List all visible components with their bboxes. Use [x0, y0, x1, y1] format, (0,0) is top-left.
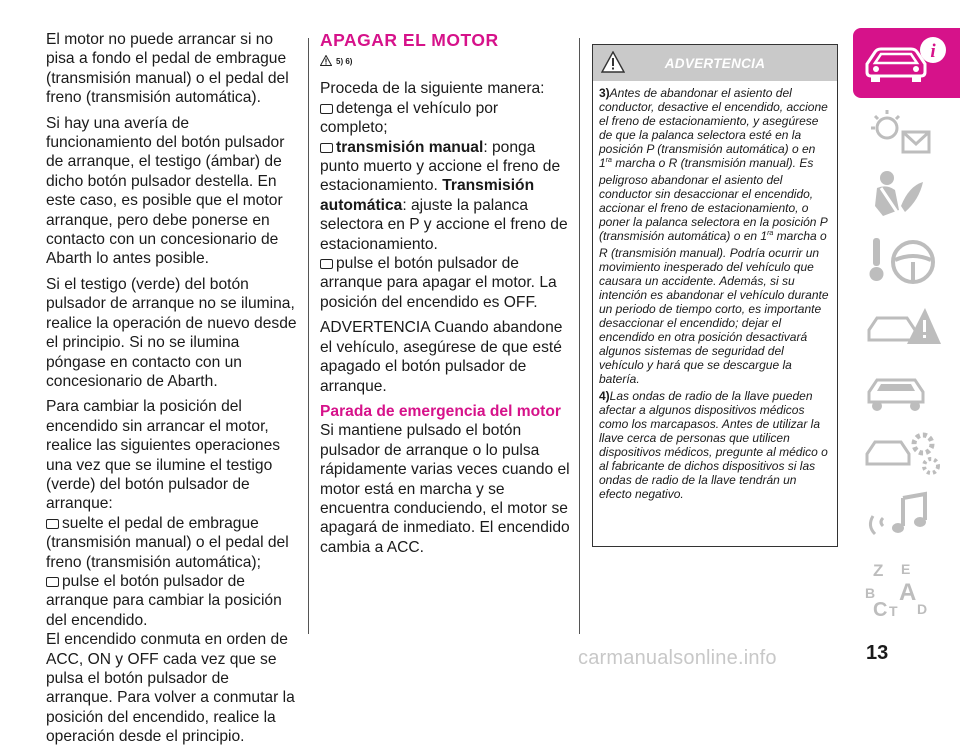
chapter-tab-active[interactable] [853, 28, 960, 98]
chapter-tab[interactable] [853, 230, 953, 292]
list-item [320, 99, 570, 138]
bullet-icon [46, 577, 59, 587]
chapter-tab[interactable] [853, 486, 953, 548]
multimedia-icon [853, 486, 953, 548]
list-item [320, 138, 570, 254]
list-item-text: : ponga punto muerto y accione el freno de estacionamiento. [320, 138, 561, 195]
paragraph: El encendido conmuta en orden de ACC, ON y OFF cada vez que se pulsa el botón pulsador de arranque. Para volver a conmutar la posición del encendido, realice la operación desde el principio. [46, 631, 295, 746]
reference-marks [320, 52, 570, 73]
seat-safety-icon [853, 166, 953, 228]
column-divider [579, 38, 580, 634]
middle-column [320, 30, 570, 563]
index-letter: E [901, 561, 911, 577]
car-emergency-icon [853, 294, 953, 356]
warning-triangle-icon [320, 55, 332, 66]
list-item-text: : ajuste la palanca selectora en P y accione el freno de estacionamiento. [320, 196, 568, 253]
index-letter: T [889, 603, 898, 619]
left-column [46, 30, 298, 753]
index-letter: C [873, 599, 888, 621]
paragraph: Para cambiar la posición del encendido sin arrancar el motor, realice las siguientes operaciones una vez que se ilumine el testigo (verde) del botón pulsador de arranque: [46, 398, 281, 513]
paragraph: Si el testigo (verde) del botón pulsador de arranque no se ilumina, realice la operación de nuevo desde el principio. Si no se ilumina póngase en contacto con un concesionario de Abarth. [46, 275, 297, 390]
paragraph: Si hay una avería de funcionamiento del botón pulsador de arranque, el testigo (ámbar) de dicho botón pulsador destella. En este caso, es posible que el motor arranque, pero debe ponerse en contacto con un concesionario de Abarth lo antes posible. [46, 114, 285, 268]
list-item-text: pulse el botón pulsador de arranque para cambiar la posición del encendido. [46, 572, 282, 629]
warning-text: Antes de abandonar el asiento del conductor, desactive el encendido, accione el freno de estacionamiento, y asegúrese de que la palanca selectora esté en la posición P (transmisión automática) o en 1 [599, 86, 828, 170]
key-steering-icon [853, 230, 953, 292]
bullet-icon [320, 104, 333, 114]
warning-item [599, 86, 831, 386]
column-divider [308, 38, 309, 634]
superscript: ra [605, 157, 612, 164]
section-heading-text: APAGAR EL MOTOR [320, 30, 499, 50]
list-item-text: pulse el botón pulsador de arranque para apagar el motor. La posición del encendido es OFF. [320, 255, 557, 311]
chapter-tab[interactable] [853, 102, 953, 164]
warning-title: ADVERTENCIA [664, 56, 766, 71]
index-letter: A [899, 579, 917, 606]
list-item [46, 514, 298, 572]
paragraph: Si mantiene pulsado el botón pulsador de arranque o lo pulsa rápidamente varias veces cuando el motor está en marcha y se encuentra conduciendo, el motor se apagará de inmediato. El encendido cambia a ACC. [320, 422, 570, 556]
paragraph: Proceda de la siguiente manera: [320, 80, 545, 98]
paragraph: ADVERTENCIA Cuando abandone el vehículo, asegúrese de que esté apagado el botón pulsador de arranque. [320, 319, 563, 395]
chapter-tab[interactable] [853, 166, 953, 228]
list-item [320, 254, 570, 312]
page-number: 13 [866, 642, 889, 664]
subsection-heading: Parada de emergencia del motor [320, 402, 561, 420]
warning-text: Las ondas de radio de la llave pueden afectar a algunos dispositivos médicos como los marcapasos. Antes de utilizar la llave cerca de personas que utilicen dispositivos médicos, pregunte al médico o al fabricante de dichos dispositivos si las ondas de radio de la llave tendrán un efecto negativo. [599, 389, 828, 501]
svg-text:i: i [930, 41, 936, 62]
reference-numbers: 5) 6) [336, 57, 353, 66]
car-specs-icon [853, 422, 953, 484]
section-heading [320, 30, 570, 50]
index-icon [853, 554, 953, 624]
chapter-tab[interactable] [853, 294, 953, 356]
warning-text: marcha o R (transmisión manual). Podría ocurrir un movimiento inesperado del vehículo que causara un accidente. Además, si su intención es abandonar el vehículo durante un periodo de tiempo corto, es importante desaccionar el encendido; dejar el encendido en otra posición desactivará algunos sistemas de seguridad del vehículo y hará que se descargue la batería. [599, 229, 829, 386]
superscript: ra [767, 230, 774, 237]
chapter-tab[interactable] [853, 358, 953, 420]
warning-number: 4) [599, 389, 610, 403]
list-item-text: detenga el vehículo por completo; [320, 99, 499, 137]
paragraph: El motor no puede arrancar si no pisa a fondo el pedal de embrague (transmisión manual) o el pedal del freno (transmisión automática). [46, 31, 289, 107]
index-letter: B [865, 585, 876, 601]
warning-text: marcha o R (transmisión manual). Es peligroso abandonar el asiento del conductor sin desaccionar el encendido, accionar el freno de estacionamiento, o poner la palanca selectora en la posición P (transmisión automática) o en 1 [599, 156, 828, 243]
warning-box [592, 44, 838, 547]
chapter-tab[interactable] [853, 554, 953, 621]
car-info-icon [853, 28, 960, 98]
list-item-text: suelte el pedal de embrague (transmisión manual) o el pedal del freno (transmisión automática); [46, 514, 289, 571]
watermark: carmanualsonline.info [578, 647, 777, 669]
chapter-tab[interactable] [853, 422, 953, 484]
warning-body [593, 81, 837, 501]
bullet-icon [46, 519, 59, 529]
index-letter: D [917, 601, 928, 617]
dashboard-lights-icon [853, 102, 953, 164]
bullet-icon [320, 259, 333, 269]
warning-number: 3) [599, 86, 610, 100]
bold-term: Transmisión automática [320, 177, 535, 214]
index-letter: Z [873, 561, 884, 580]
warning-header [593, 45, 837, 81]
bold-term: transmisión manual [336, 138, 484, 156]
list-item [46, 572, 298, 630]
bullet-icon [320, 143, 333, 153]
warning-item [599, 389, 831, 501]
car-service-icon [853, 358, 953, 420]
